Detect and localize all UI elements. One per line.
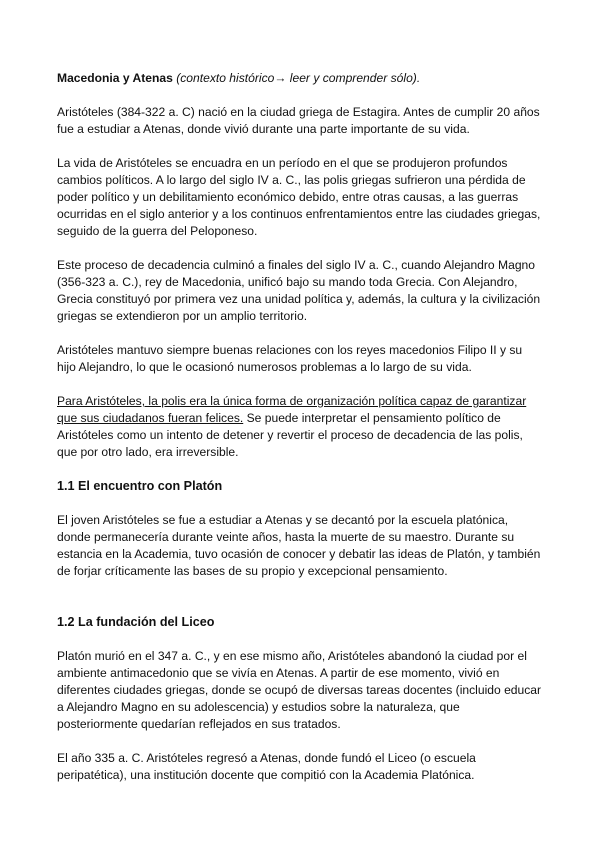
paragraph-political-changes: La vida de Aristóteles se encuadra en un período en el que se produjeron profundos cambios políticos. A lo largo del siglo IV a. C., las polis griegas sufrieron una pérdida de poder político y un debilitamiento económico debido, entre otras causas, a las guerras ocurridas en el siglo anterior y a los continuos enfrentamientos entre las ciudades griegas, seguido de la guerra del Peloponeso. xyxy=(57,156,541,238)
paragraph-lyceum-founding: El año 335 a. C. Aristóteles regresó a Atenas, donde fundó el Liceo (o escuela peripatética), una institución docente que compitió con la Academia Platónica. xyxy=(57,751,476,782)
paragraph-birth: Aristóteles (384-322 a. C) nació en la ciudad griega de Estagira. Antes de cumplir 20 años fue a estudiar a Atenas, donde vivió durante una parte importante de su vida. xyxy=(57,105,540,136)
paragraph-polis xyxy=(57,393,543,461)
document-title xyxy=(57,70,543,87)
polis-rest-text: Se puede interpretar el pensamiento político de Aristóteles como un intento de detener y revertir el proceso de decadencia de las polis, que por otro lado, era irreversible. xyxy=(57,411,523,459)
paragraph-decadence: Este proceso de decadencia culminó a finales del siglo IV a. C., cuando Alejandro Magno (356-323 a. C.), rey de Macedonia, unificó bajo su mando toda Grecia. Con Alejandro, Grecia constituyó por primera vez una unidad política y, además, la cultura y la civilización griegas se extendieron por un amplio territorio. xyxy=(57,258,541,323)
title-italic-note: (contexto histórico→ leer y comprender sólo). xyxy=(176,71,421,85)
document-page xyxy=(57,70,543,801)
title-bold-text: Macedonia y Atenas xyxy=(57,71,173,85)
paragraph-macedonian-kings: Aristóteles mantuvo siempre buenas relaciones con los reyes macedonios Filipo II y su hijo Alejandro, lo que le ocasionó numerosos problemas a lo largo de su vida. xyxy=(57,343,523,374)
section-heading-plato: 1.1 El encuentro con Platón xyxy=(57,479,223,493)
polis-underlined-text: Para Aristóteles, la polis era la única forma de organización política capaz de garantizar que sus ciudadanos fueran felices. xyxy=(57,394,527,425)
paragraph-plato-death: Platón murió en el 347 a. C., y en ese mismo año, Aristóteles abandonó la ciudad por el ambiente antimacedonio que se vivía en Atenas. A partir de ese momento, vivió en diferentes ciudades griegas, donde se ocupó de diversas tareas docentes (incluido educar a Alejandro Magno en su adolescencia) y estudios sobre la naturaleza, que posteriormente quedarían reflejados en sus tratados. xyxy=(57,649,542,731)
section-heading-lyceum: 1.2 La fundación del Liceo xyxy=(57,615,215,629)
spacer xyxy=(57,597,543,614)
paragraph-plato: El joven Aristóteles se fue a estudiar a Atenas y se decantó por la escuela platónica, donde permanecería durante veinte años, hasta la muerte de su maestro. Durante su estancia en la Academia, tuvo ocasión de conocer y debatir las ideas de Platón, y también de forjar críticamente las bases de su propio y excepcional pensamiento. xyxy=(57,513,541,578)
